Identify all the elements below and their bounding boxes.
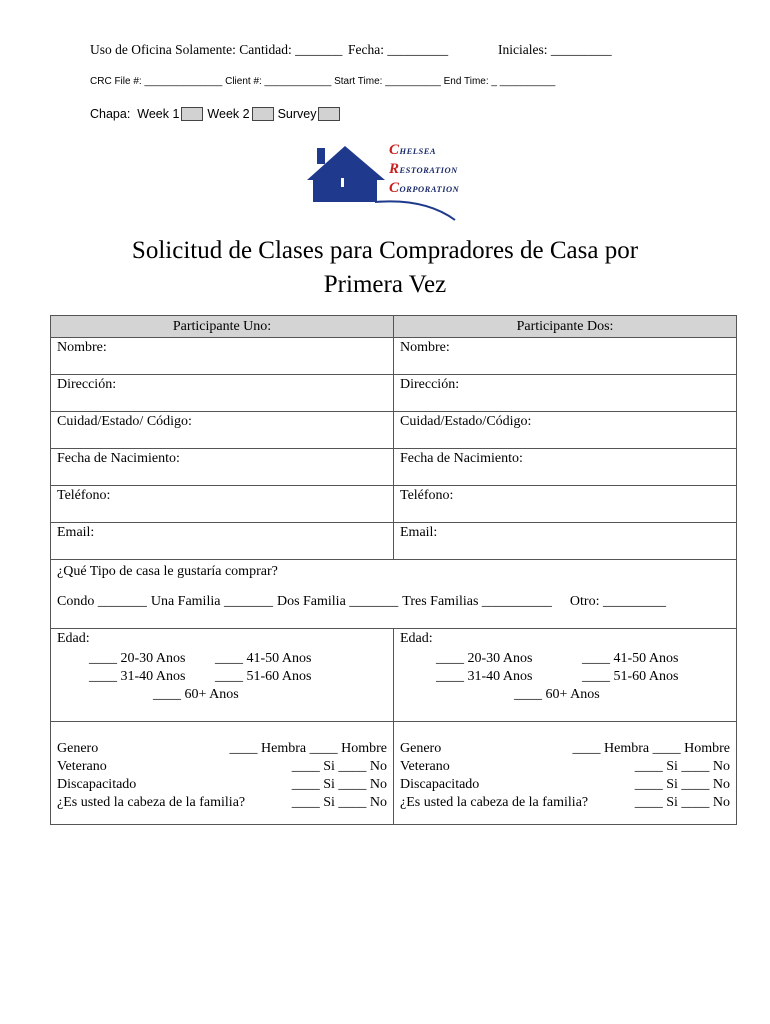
option-tres-familias[interactable]: Tres Familias __________ xyxy=(402,594,552,609)
option-condo[interactable]: Condo _______ xyxy=(57,594,147,609)
office-fecha: Fecha: _________ xyxy=(348,42,449,57)
participant-one-header: Participante Uno: xyxy=(51,316,394,338)
fecha-nacimiento-field-1[interactable]: Fecha de Nacimiento: xyxy=(51,449,394,486)
demographics-section-2 xyxy=(394,722,737,825)
edad-section-1 xyxy=(51,629,394,722)
cabeza-options-1[interactable]: ____ Si ____ No xyxy=(291,795,387,810)
survey-checkbox[interactable] xyxy=(318,107,340,121)
house-type-options xyxy=(57,594,730,610)
participant-two-header: Participante Dos: xyxy=(394,316,737,338)
house-type-question: ¿Qué Tipo de casa le gustaría comprar? xyxy=(57,564,278,579)
crc-file-line: CRC File #: ______________ Client #: ____________ Start Time: __________ End Time: _ __________ xyxy=(90,76,556,87)
cabeza-label-1: ¿Es usted la cabeza de la familia? xyxy=(57,795,246,810)
nombre-field-2[interactable]: Nombre: xyxy=(394,338,737,375)
age-31-40-1[interactable]: ____ 31-40 Anos xyxy=(89,669,186,684)
edad-label-1: Edad: xyxy=(57,631,90,646)
email-field-1[interactable]: Email: xyxy=(51,523,394,560)
house-type-section xyxy=(51,560,737,629)
veterano-label-2: Veterano xyxy=(400,759,450,774)
cabeza-options-2[interactable]: ____ Si ____ No xyxy=(634,795,730,810)
discapacitado-options-1[interactable]: ____ Si ____ No xyxy=(291,777,387,792)
office-cantidad: Uso de Oficina Solamente: Cantidad: _______ xyxy=(90,42,343,57)
week2-label: Week 2 xyxy=(207,107,250,121)
nombre-field-1[interactable]: Nombre: xyxy=(51,338,394,375)
veterano-options-2[interactable]: ____ Si ____ No xyxy=(634,759,730,774)
ciudad-field-2[interactable]: Cuidad/Estado/Código: xyxy=(394,412,737,449)
age-20-30-1[interactable]: ____ 20-30 Anos xyxy=(89,651,186,666)
option-otro[interactable]: Otro: _________ xyxy=(569,594,666,609)
age-60-plus-2[interactable]: ____ 60+ Anos xyxy=(514,687,600,702)
discapacitado-label-2: Discapacitado xyxy=(400,777,480,792)
direccion-field-1[interactable]: Dirección: xyxy=(51,375,394,412)
fecha-nacimiento-field-2[interactable]: Fecha de Nacimiento: xyxy=(394,449,737,486)
page-title: Solicitud de Clases para Compradores de Casa por Primera Vez xyxy=(131,237,639,298)
demographics-section-1 xyxy=(51,722,394,825)
age-51-60-2[interactable]: ____ 51-60 Anos xyxy=(582,669,679,684)
week1-label: Week 1 xyxy=(137,107,180,121)
option-dos-familia[interactable]: Dos Familia _______ xyxy=(276,594,399,609)
age-60-plus-1[interactable]: ____ 60+ Anos xyxy=(153,687,239,702)
edad-label-2: Edad: xyxy=(400,631,433,646)
cabeza-label-2: ¿Es usted la cabeza de la familia? xyxy=(400,795,589,810)
discapacitado-options-2[interactable]: ____ Si ____ No xyxy=(634,777,730,792)
genero-options-2[interactable]: ____ Hembra ____ Hombre xyxy=(572,741,730,756)
veterano-label-1: Veterano xyxy=(57,759,107,774)
telefono-field-2[interactable]: Teléfono: xyxy=(394,486,737,523)
age-41-50-2[interactable]: ____ 41-50 Anos xyxy=(582,651,679,666)
discapacitado-label-1: Discapacitado xyxy=(57,777,137,792)
age-51-60-1[interactable]: ____ 51-60 Anos xyxy=(215,669,312,684)
email-field-2[interactable]: Email: xyxy=(394,523,737,560)
logo-line-chelsea: CHELSEA xyxy=(389,142,437,158)
age-31-40-2[interactable]: ____ 31-40 Anos xyxy=(436,669,533,684)
genero-label-2: Genero xyxy=(400,741,442,756)
genero-options-1[interactable]: ____ Hembra ____ Hombre xyxy=(229,741,387,756)
logo-line-restoration: RESTORATION xyxy=(389,161,458,177)
age-41-50-1[interactable]: ____ 41-50 Anos xyxy=(215,651,312,666)
option-una-familia[interactable]: Una Familia _______ xyxy=(150,594,273,609)
edad-section-2 xyxy=(394,629,737,722)
chapa-row xyxy=(90,107,344,121)
week1-checkbox[interactable] xyxy=(181,107,203,121)
logo-line-corporation: CORPORATION xyxy=(389,180,460,196)
age-20-30-2[interactable]: ____ 20-30 Anos xyxy=(436,651,533,666)
veterano-options-1[interactable]: ____ Si ____ No xyxy=(291,759,387,774)
application-form xyxy=(50,315,737,825)
genero-label-1: Genero xyxy=(57,741,99,756)
crc-logo xyxy=(305,140,475,222)
telefono-field-1[interactable]: Teléfono: xyxy=(51,486,394,523)
week2-checkbox[interactable] xyxy=(252,107,274,121)
office-iniciales: Iniciales: _________ xyxy=(498,42,612,57)
ciudad-field-1[interactable]: Cuidad/Estado/ Código: xyxy=(51,412,394,449)
direccion-field-2[interactable]: Dirección: xyxy=(394,375,737,412)
chapa-label: Chapa: xyxy=(90,107,131,121)
survey-label: Survey xyxy=(277,107,317,121)
